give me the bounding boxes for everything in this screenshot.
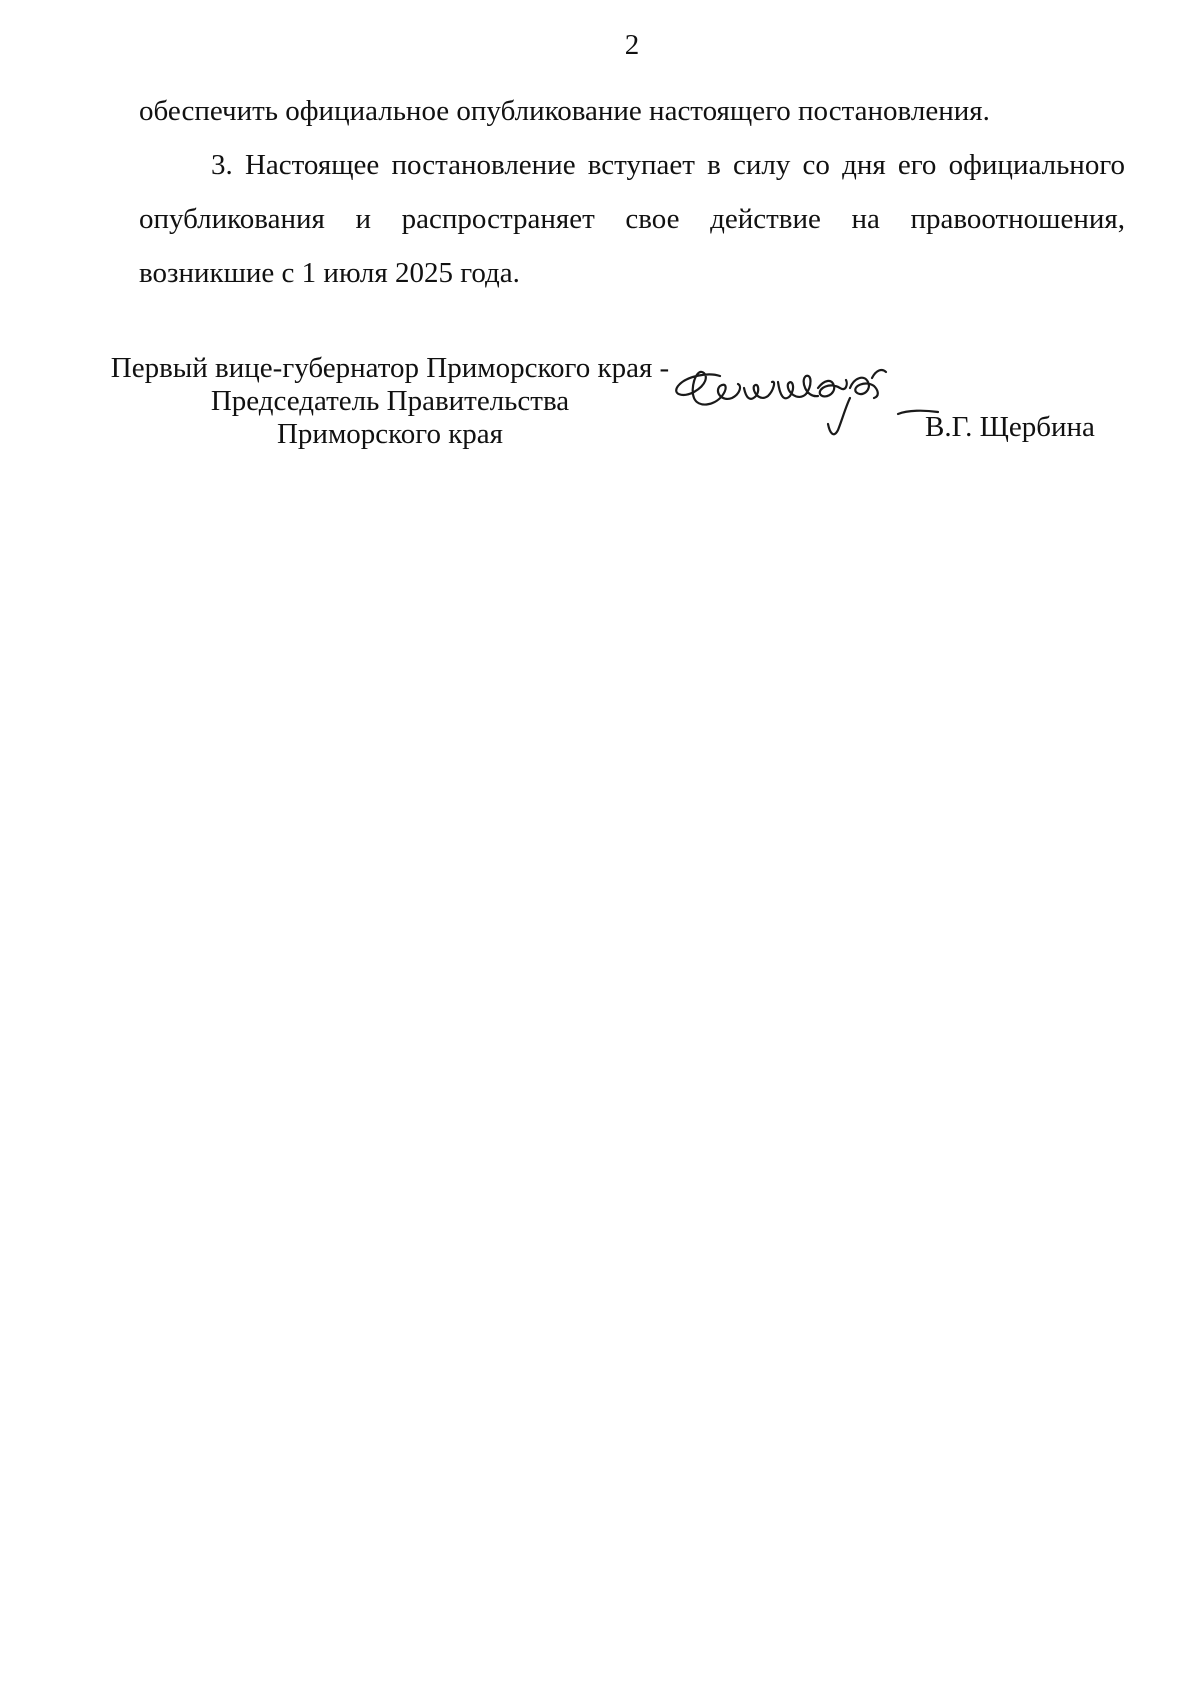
position-line-3: Приморского края [276,418,504,450]
paragraph-item-3: 3. Настоящее постановление вступает в силу со дня его официального опубликования и распространяет свое действие на правоотношения, возникшие с 1 июля 2025 года. [139,149,1125,289]
document-body [139,84,1125,300]
position-line-1: Первый вице-губернатор Приморского края - [110,352,670,384]
paragraph-continuation: обеспечить официальное опубликование настоящего постановления. [139,95,990,127]
signatory-position [110,352,670,451]
page-number: 2 [624,29,640,61]
signer-name: В.Г. Щербина [925,411,1095,443]
handwritten-signature [668,358,948,462]
position-line-2: Председатель Правительства [210,385,570,417]
